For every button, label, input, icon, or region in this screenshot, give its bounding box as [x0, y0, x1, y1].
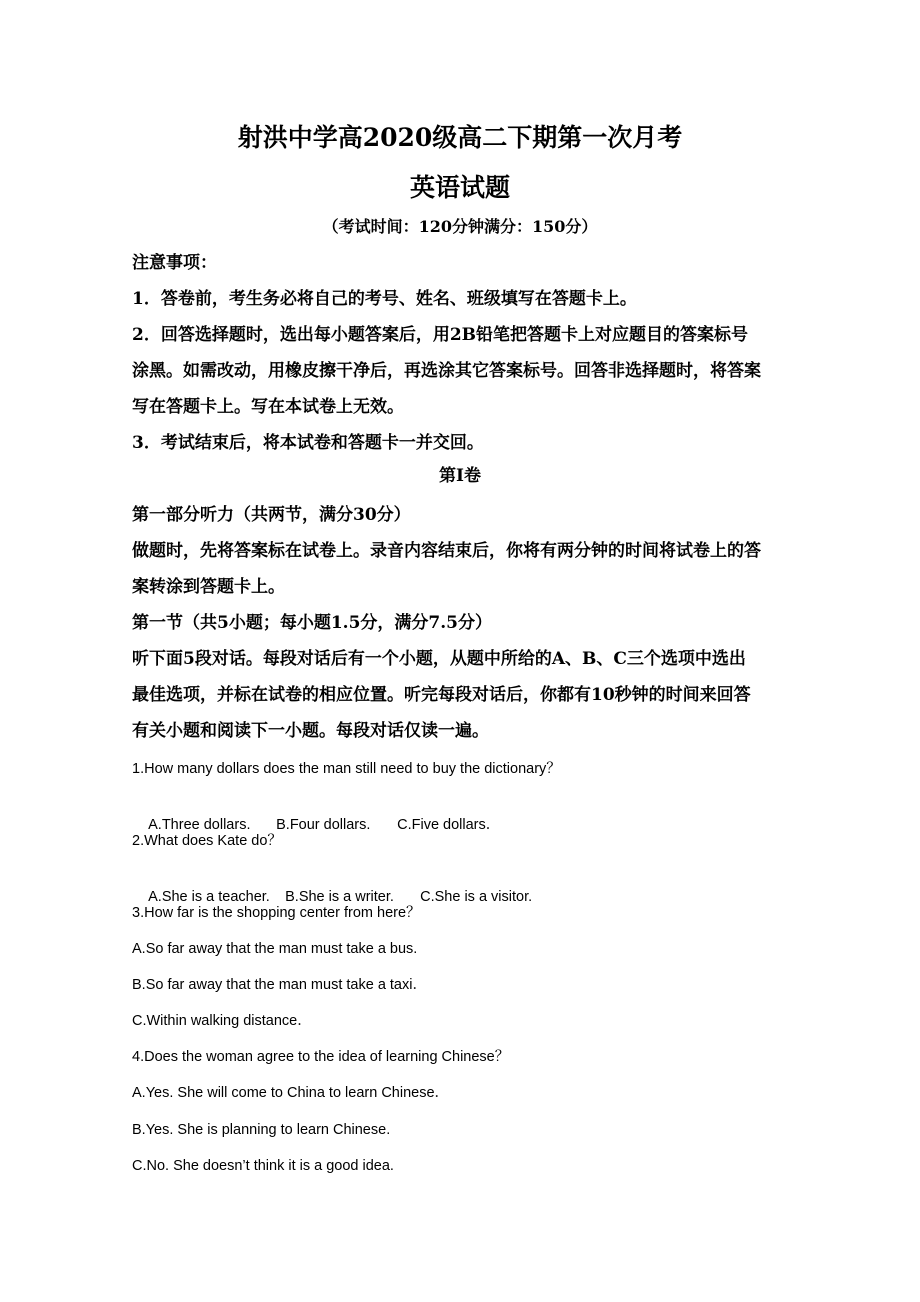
section-1-desc-line-1: 听下面5段对话。每段对话后有一个小题，从题中所给的A、B、C三个选项中选出: [132, 649, 746, 669]
notice-heading: 注意事项：: [132, 253, 217, 273]
option-b: B.She is a writer.: [285, 889, 394, 905]
option-b: B.Four dollars.: [276, 817, 371, 833]
question-4-option-b: B.Yes. She is planning to learn Chinese.: [132, 1122, 391, 1138]
question-3-option-a: A.So far away that the man must take a bus.: [132, 941, 418, 957]
question-3-option-b: B.So far away that the man must take a taxi．: [132, 977, 427, 993]
notice-item-1: 1．答卷前，考生务必将自己的考号、姓名、班级填写在答题卡上。: [132, 289, 637, 309]
section-1-desc-line-2: 最佳选项，并标在试卷的相应位置。听完每段对话后，你都有10秒钟的时间来回答: [132, 685, 751, 705]
question-4-option-c: C.No. She doesn’t think it is a good idea.: [132, 1158, 394, 1174]
exam-info: （考试时间：120分钟满分：150分）: [322, 217, 598, 236]
exam-title: 射洪中学高2020级高二下期第一次月考: [237, 123, 683, 152]
part-1-heading: 第一部分听力（共两节，满分30分）: [132, 505, 411, 525]
option-c: C.Five dollars．: [397, 817, 501, 833]
question-3: 3.How far is the shopping center from here？: [132, 905, 421, 921]
question-2: 2.What does Kate do？: [132, 833, 282, 849]
exam-subject: 英语试题: [409, 173, 510, 202]
notice-item-2-line-2: 涂黑。如需改动，用橡皮擦干净后，再选涂其它答案标号。回答非选择题时，将答案: [132, 361, 761, 381]
notice-item-2-line-1: 2．回答选择题时，选出每小题答案后，用2B铅笔把答题卡上对应题目的答案标号: [132, 325, 749, 345]
volume-heading: 第I卷: [439, 466, 481, 486]
question-4-option-a: A.Yes. She will come to China to learn Chinese．: [132, 1085, 450, 1101]
question-4: 4.Does the woman agree to the idea of learning Chinese？: [132, 1049, 510, 1065]
section-1-heading: 第一节（共5小题；每小题1.5分，满分7.5分）: [132, 613, 492, 633]
section-1-desc-line-3: 有关小题和阅读下一小题。每段对话仅读一遍。: [132, 721, 489, 741]
question-1: 1.How many dollars does the man still need to buy the dictionary？: [132, 761, 561, 777]
notice-item-3: 3．考试结束后，将本试卷和答题卡一并交回。: [132, 433, 484, 453]
option-a: A.Three dollars.: [148, 817, 251, 833]
option-c: C.She is a visitor.: [420, 889, 533, 905]
part-1-desc-line-2: 案转涂到答题卡上。: [132, 577, 285, 597]
option-a: A.She is a teacher.: [148, 889, 270, 905]
notice-item-2-line-3: 写在答题卡上。写在本试卷上无效。: [132, 397, 404, 417]
question-3-option-c: C.Within walking distance．: [132, 1013, 312, 1029]
part-1-desc-line-1: 做题时，先将答案标在试卷上。录音内容结束后，你将有两分钟的时间将试卷上的答: [132, 541, 761, 561]
